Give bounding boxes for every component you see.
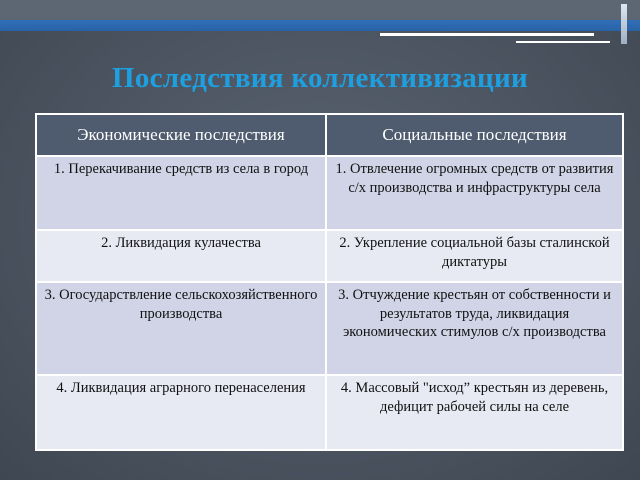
economic-cell: 2. Ликвидация кулачества — [36, 230, 326, 282]
social-cell: 1. Отвлечение огромных средств от развития с/х производства и инфраструктуры села — [326, 156, 623, 230]
economic-cell: 3. Огосударствление сельскохозяйственного производства — [36, 282, 326, 375]
table-row — [36, 282, 623, 375]
table-row — [36, 156, 623, 230]
slide-title: Последствия коллективизации — [111, 62, 529, 94]
top-band — [0, 0, 640, 20]
accent-line — [380, 33, 594, 36]
consequences-table — [35, 113, 624, 451]
header-economic: Экономические последствия — [36, 114, 326, 156]
accent-line-short — [516, 41, 610, 43]
table-row — [36, 230, 623, 282]
social-cell: 3. Отчуждение крестьян от собственности и результатов труда, ликвидация экономических стимулов с/х производства — [326, 282, 623, 375]
social-cell: 4. Массовый "исход” крестьян из деревень, дефицит рабочей силы на селе — [326, 375, 623, 450]
social-cell: 2. Укрепление социальной базы сталинской диктатуры — [326, 230, 623, 282]
header-social: Социальные последствия — [326, 114, 623, 156]
top-stripe — [0, 20, 640, 31]
table-header-row — [36, 114, 623, 156]
economic-cell: 4. Ликвидация аграрного перенаселения — [36, 375, 326, 450]
table-row — [36, 375, 623, 450]
accent-bar — [621, 4, 627, 44]
consequences-table-wrap — [35, 113, 622, 449]
economic-cell: 1. Перекачивание средств из села в город — [36, 156, 326, 230]
